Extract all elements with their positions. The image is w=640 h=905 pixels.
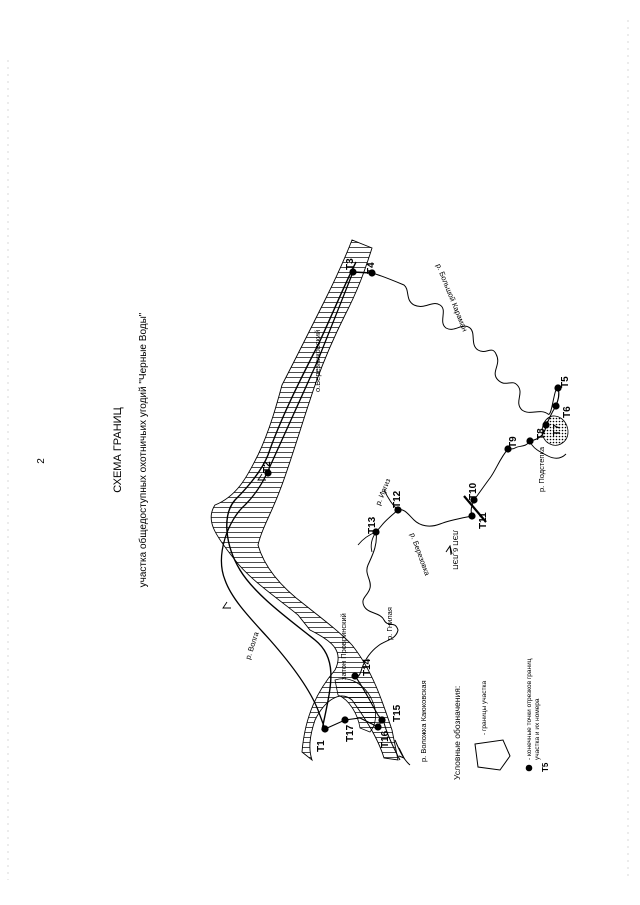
label-podstepka: р. Подстепка — [537, 446, 546, 492]
point-label-t2: T2 — [262, 461, 273, 473]
karaman-boundary — [372, 273, 558, 414]
label-zaton: затон Провринский — [339, 613, 348, 680]
point-label-t3: T3 — [345, 258, 356, 270]
legend-sample-point: T5 — [541, 762, 550, 772]
point-label-t9: T9 — [508, 436, 519, 448]
point-label-t6: T6 — [562, 406, 573, 418]
point-label-t5: T5 — [560, 376, 571, 388]
point-label-t12: T12 — [392, 490, 403, 508]
point-label-t15: T15 — [392, 704, 403, 722]
label-volozhka: р. Воложка Каюковская — [419, 680, 428, 762]
point-marker-t7 — [542, 421, 549, 428]
volga-river-band — [211, 240, 398, 760]
legend-point-swatch — [526, 765, 533, 772]
map-title: СХЕМА ГРАНИЦ — [112, 407, 124, 493]
point-marker-t11 — [468, 512, 475, 519]
label-ablp: ЛЭП 6.ЛЭП — [451, 530, 460, 570]
point-marker-t17 — [341, 716, 348, 723]
point-label-t4: T4 — [366, 262, 377, 274]
point-marker-t15 — [378, 716, 385, 723]
label-berezovka: р. Березовка — [408, 531, 432, 577]
point-marker-t1 — [321, 725, 328, 732]
point-marker-t6 — [552, 402, 559, 409]
legend-endpoints-line2: участка и их номера — [534, 698, 541, 760]
volga-arrow-2 — [223, 602, 231, 608]
point-label-t7: T7 — [552, 424, 563, 436]
legend-boundary-swatch — [475, 740, 510, 770]
map-subtitle: участка общедоступных охотничьих угодий "Черные Воды" — [138, 312, 149, 588]
point-label-t16: T16 — [380, 730, 391, 748]
point-label-t14: T14 — [362, 658, 373, 676]
boundary-t9-t10 — [474, 449, 508, 500]
legend-header: Условные обозначения: — [452, 685, 462, 780]
volozhka-arrow — [399, 748, 404, 758]
legend-boundary-text: - границы участка — [481, 680, 488, 735]
point-label-t1: T1 — [316, 740, 327, 752]
point-label-t8: T8 — [536, 428, 547, 440]
point-label-t17: T17 — [345, 724, 356, 742]
point-label-t13: T13 — [367, 516, 378, 534]
boundary-t12-t13 — [375, 510, 398, 533]
label-volga: р. Волга — [243, 630, 261, 661]
berezovka-boundary — [398, 510, 472, 526]
page-number: 2 — [36, 458, 47, 464]
point-marker-t14 — [351, 672, 358, 679]
gnilaya-boundary — [355, 532, 398, 678]
point-marker-t8 — [526, 437, 533, 444]
label-karaman: р. Большой Караман — [434, 262, 470, 333]
label-gnilaya: р. Гнилая — [385, 607, 394, 640]
point-label-t11: T11 — [478, 512, 489, 529]
label-lake: о.Березниковский — [313, 329, 322, 392]
label-irgiz: р. Иргиз — [373, 477, 393, 507]
point-label-t10: T10 — [468, 482, 479, 500]
t13-bend — [358, 532, 376, 552]
legend-endpoints-line1: - конечные точки отрезков границ — [526, 658, 533, 760]
point-marker-t16 — [374, 723, 381, 730]
